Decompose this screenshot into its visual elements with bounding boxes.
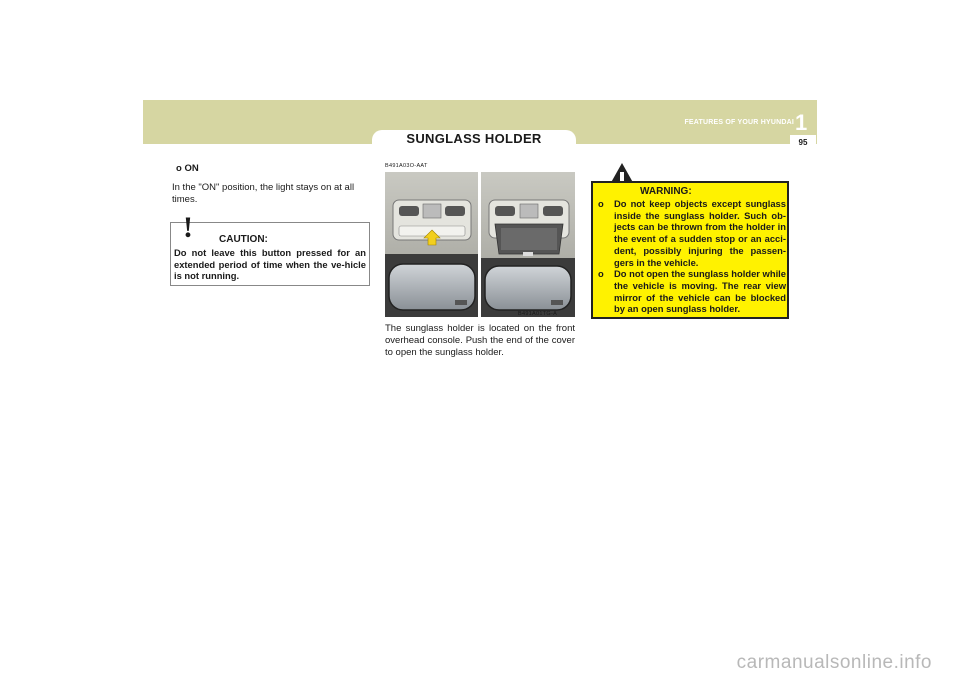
page-number: 95	[790, 135, 816, 151]
figure-code-top: B491A03O-AAT	[385, 163, 428, 169]
warning-item	[598, 268, 786, 315]
chapter-number: 1	[795, 110, 808, 135]
warning-bullet: o	[598, 268, 604, 280]
caution-body: Do not leave this button pressed for an extended period of time when the ve-hicle is not running.	[174, 247, 366, 281]
warning-list	[598, 198, 786, 315]
on-bullet: o ON	[176, 163, 199, 174]
caution-title: CAUTION:	[219, 234, 268, 245]
figure-code-bottom: B491A01TG-A	[518, 311, 558, 317]
warning-item-text: Do not open the sunglass holder while the vehicle is moving. The rear view mirror of the vehicle can be blocked by an open sunglass holder.	[614, 268, 786, 315]
warning-item-text: Do not keep objects except sunglass inside the sunglass holder. Such ob-jects can be thrown from the holder in the event of a sudden stop or an acci-dent, possibly injuring the passen-gers in the vehicle.	[614, 198, 786, 268]
section-title: SUNGLASS HOLDER	[406, 131, 542, 146]
warning-box	[591, 181, 789, 319]
sunglass-holder-description: The sunglass holder is located on the front overhead console. Push the end of the cover to open the sunglass holder.	[385, 323, 575, 358]
on-description: In the "ON" position, the light stays on at all times.	[172, 182, 355, 205]
watermark: carmanualsonline.info	[736, 652, 932, 673]
caution-box	[170, 211, 370, 286]
sunglass-holder-illustration	[385, 172, 575, 317]
exclamation-icon: !	[183, 211, 193, 244]
warning-item	[598, 198, 786, 268]
sunglass-holder-photo	[385, 172, 575, 317]
warning-bullet: o	[598, 198, 604, 209]
warning-title: WARNING:	[640, 186, 692, 197]
chapter-label: FEATURES OF YOUR HYUNDAI	[684, 119, 794, 126]
